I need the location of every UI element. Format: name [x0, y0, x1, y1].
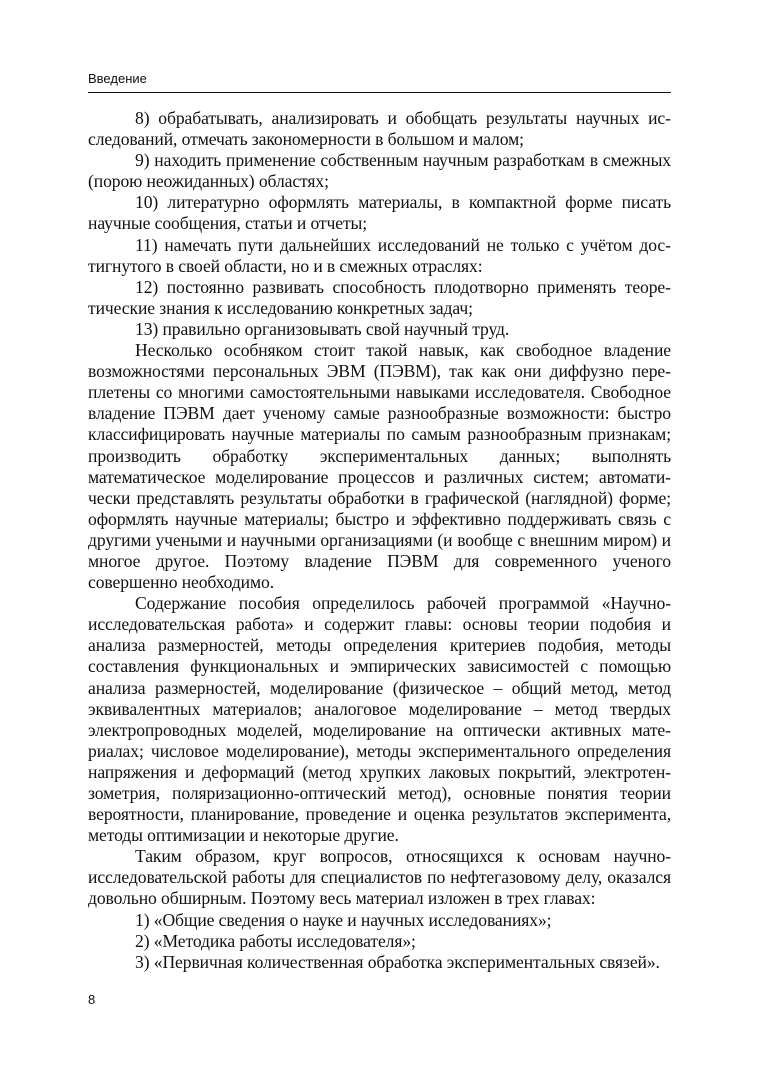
paragraph-item-12: 12) постоянно развивать способность плодотворно применять теоретические знания к исследованию конкретных задач; — [88, 276, 671, 318]
paragraph-summary: Таким образом, круг вопросов, относящихся к основам научно-исследовательской работы для специалистов по нефтегазовому делу, оказался довольно обширным. Поэтому весь материал изложен в трех главах: — [88, 846, 671, 909]
paragraph-item-13: 13) правильно организовывать свой научный труд. — [135, 318, 510, 339]
paragraph-item-11: 11) намечать пути дальнейших исследований не только с учётом достигнутого в своей области, но и в смежных отраслях: — [88, 234, 671, 276]
paragraph-item-10: 10) литературно оформлять материалы, в компактной форме писать научные сообщения, статьи и отчеты; — [88, 192, 671, 234]
chapter-list-item-2: 2) «Методика работы исследователя»; — [135, 930, 416, 951]
page-number: 8 — [88, 992, 96, 1007]
paragraph-item-9: 9) находить применение собственным научным разработкам в смежных (порою неожиданных) областях; — [88, 150, 671, 192]
chapter-list-item-1: 1) «Общие сведения о науке и научных исследованиях»; — [135, 909, 552, 930]
paragraph-contents: Содержание пособия определилось рабочей программой «Научно-исследовательская работа» и содержит главы: основы теории подобия и анализа размерностей, методы определения критериев подобия, методы составления функциональных и эмпирических зависимостей с помощью анализа размерностей, моделирование (физическое – общий метод, метод эквивалентных материалов; аналоговое моделирование – метод твердых электропроводных моделей, моделирование на оптически активных материалах; числовое моделирование), методы экспериментального определения напряжения и деформаций (метод хрупких лаковых покрытий, электротензометрия, поляризационно-оптический метод), основные понятия теории вероятности, планирование, проведение и оценка результатов эксперимента, методы оптимизации и некоторые другие. — [88, 593, 671, 846]
body-text — [88, 108, 671, 973]
paragraph-pc-skills: Несколько особняком стоит такой навык, как свободное владение возможностями персональных ЭВМ (ПЭВМ), так как они диффузно переплетены со многими самостоятельными навыками исследователя. Свободное владение ПЭВМ дает ученому самые разнообразные возможности: быстро классифицировать научные материалы по самым разнообразным признакам; производить обработку экспериментальных данных; выполнять математическое моделирование процессов и различных систем; автоматически представлять результаты обработки в графической (наглядной) форме; оформлять научные материалы; быстро и эффективно поддерживать связь с другими учеными и научными организациями (и вообще с внешним миром) и многое другое. Поэтому владение ПЭВМ для современного ученого совершенно необходимо. — [88, 340, 671, 593]
chapter-list-item-3: 3) «Первичная количественная обработка экспериментальных связей». — [135, 951, 660, 972]
header-rule — [88, 92, 671, 93]
paragraph-item-8: 8) обрабатывать, анализировать и обобщать результаты научных исследований, отмечать закономерности в большом и малом; — [88, 108, 671, 150]
running-head: Введение — [88, 71, 147, 86]
